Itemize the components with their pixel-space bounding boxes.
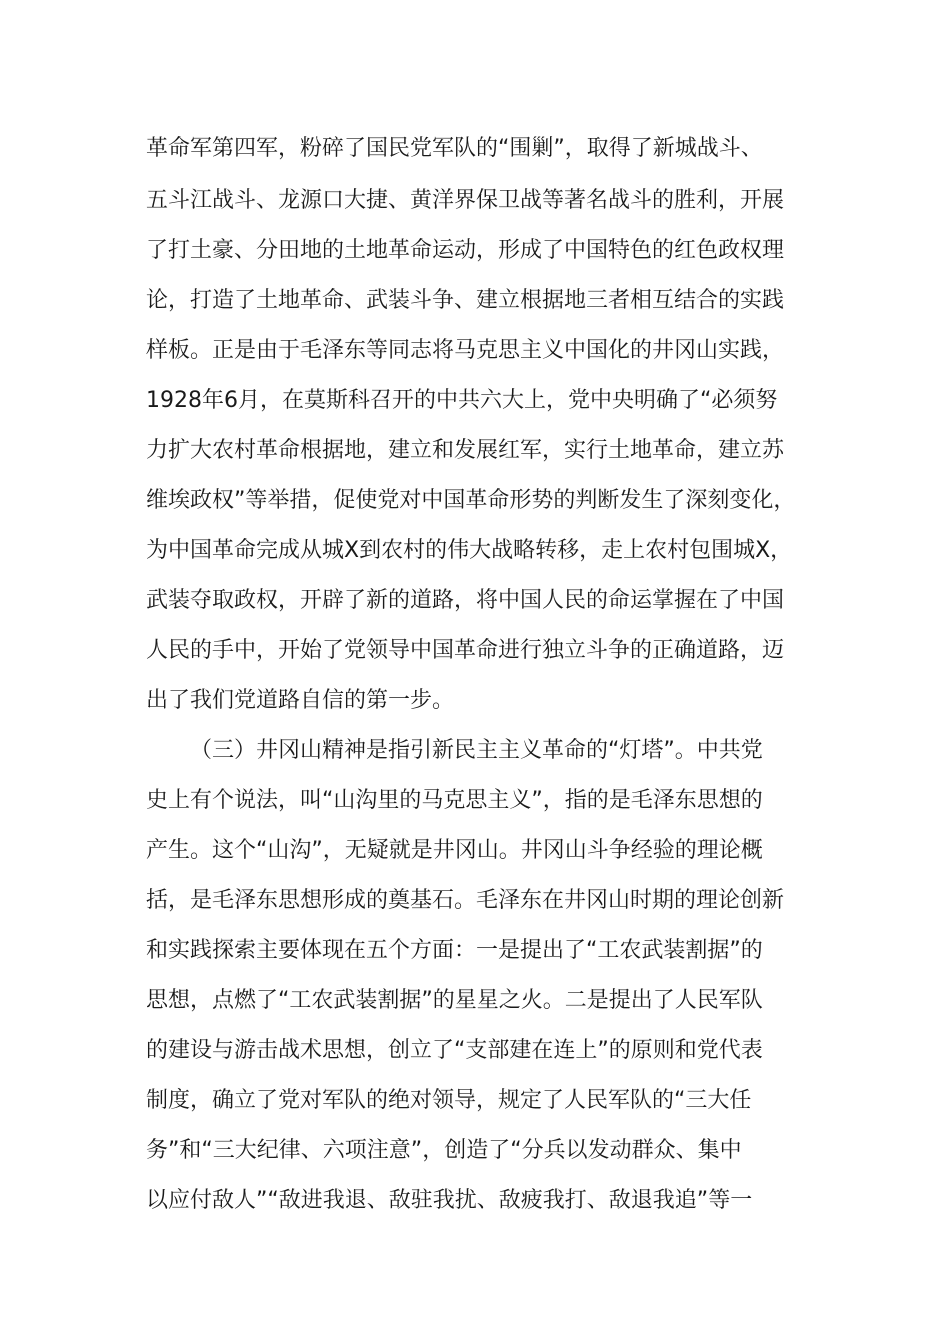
text-line: 五斗江战斗、龙源口大捷、黄洋界保卫战等著名战斗的胜利，开展 bbox=[146, 188, 785, 213]
text-line: 产生。这个“山沟”，无疑就是井冈山。井冈山斗争经验的理论概 bbox=[146, 838, 763, 863]
text-line: 以应付敌人”“敌进我退、敌驻我扰、敌疲我打、敌退我追”等一 bbox=[146, 1188, 753, 1213]
text-line: 革命军第四军，粉碎了国民党军队的“围剿”，取得了新城战斗、 bbox=[146, 136, 763, 161]
text-line: 武装夺取政权，开辟了新的道路，将中国人民的命运掌握在了中国 bbox=[146, 588, 785, 613]
text-line: 史上有个说法，叫“山沟里的马克思主义”，指的是毛泽东思想的 bbox=[146, 788, 763, 813]
text-line: 制度，确立了党对军队的绝对领导，规定了人民军队的“三大任 bbox=[146, 1088, 752, 1113]
text-line: 为中国革命完成从城X到农村的伟大战略转移，走上农村包围城X， bbox=[146, 538, 793, 563]
text-line: 了打土豪、分田地的土地革命运动，形成了中国特色的红色政权理 bbox=[146, 238, 785, 263]
text-line: 样板。正是由于毛泽东等同志将马克思主义中国化的井冈山实践， bbox=[146, 338, 785, 363]
text-line: 1928年6月，在莫斯科召开的中共六大上，党中央明确了“必须努 bbox=[146, 388, 778, 413]
text-line: 和实践探索主要体现在五个方面：一是提出了“工农武装割据”的 bbox=[146, 938, 763, 963]
text-line: 论，打造了土地革命、武装斗争、建立根据地三者相互结合的实践 bbox=[146, 288, 785, 313]
text-line: 括，是毛泽东思想形成的奠基石。毛泽东在井冈山时期的理论创新 bbox=[146, 888, 785, 913]
text-line: 维埃政权”等举措，促使党对中国革命形势的判断发生了深刻变化， bbox=[146, 488, 796, 513]
text-line: 思想，点燃了“工农武装割据”的星星之火。二是提出了人民军队 bbox=[146, 988, 763, 1013]
text-line: 力扩大农村革命根据地，建立和发展红军，实行土地革命，建立苏 bbox=[146, 438, 785, 463]
text-line: 务”和“三大纪律、六项注意”，创造了“分兵以发动群众、集中 bbox=[146, 1138, 742, 1163]
section-heading-line: （三）井冈山精神是指引新民主主义革命的“灯塔”。中共党 bbox=[190, 738, 763, 763]
text-line: 的建设与游击战术思想，创立了“支部建在连上”的原则和党代表 bbox=[146, 1038, 763, 1063]
text-line: 人民的手中，开始了党领导中国革命进行独立斗争的正确道路，迈 bbox=[146, 638, 785, 663]
text-line: 出了我们党道路自信的第一步。 bbox=[146, 688, 455, 713]
